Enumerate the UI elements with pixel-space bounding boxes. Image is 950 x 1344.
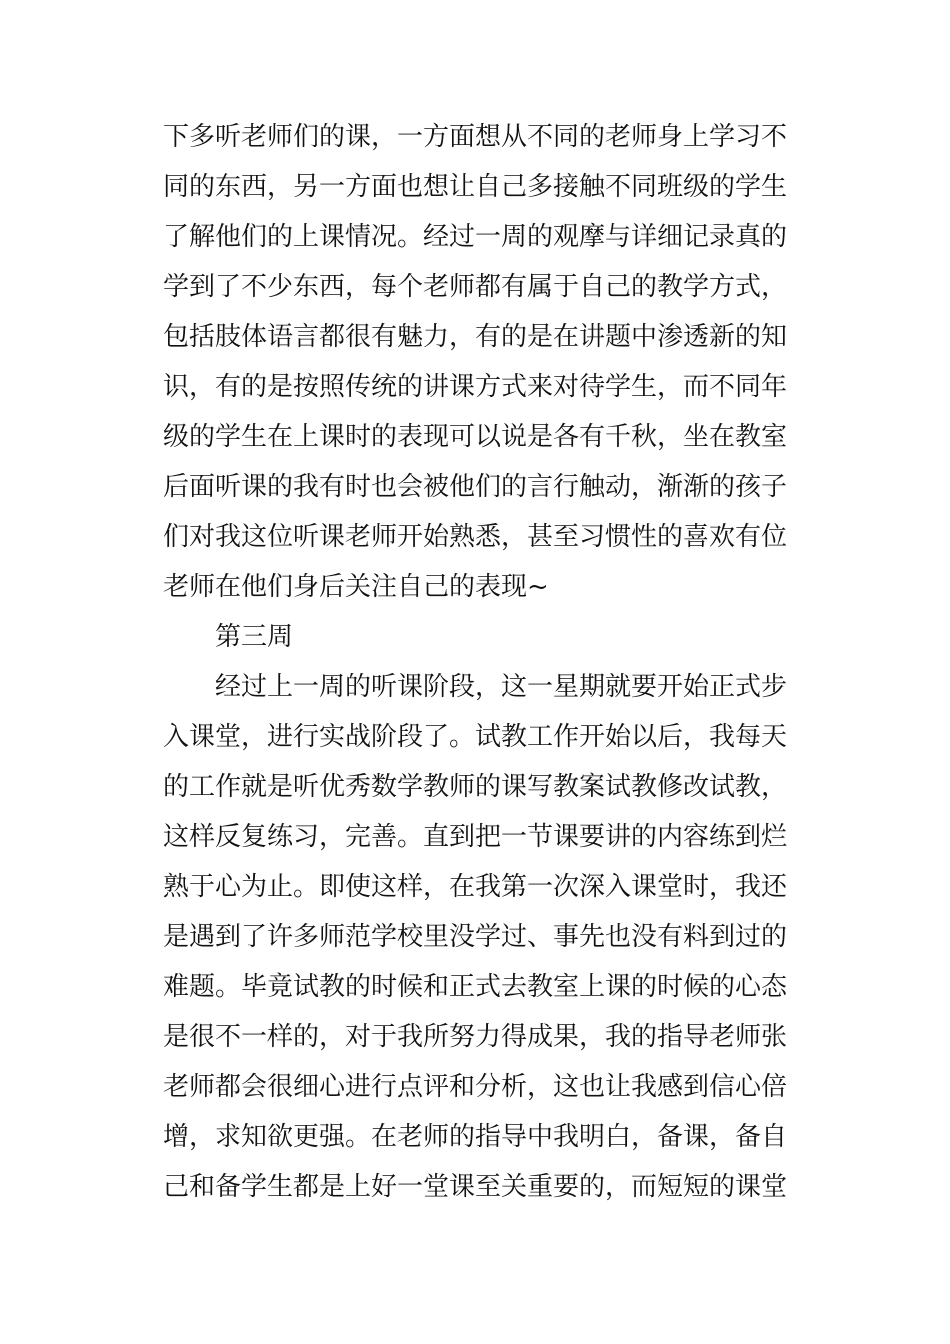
text-line: 是很不一样的，对于我所努力得成果，我的指导老师张 [163,1022,787,1052]
text-line: 老师在他们身后关注自己的表现~ [163,572,549,602]
text-line: 下多听老师们的课，一方面想从不同的老师身上学习不 [163,122,787,152]
text-line: 们对我这位听课老师开始熟悉，甚至习惯性的喜欢有位 [163,522,787,552]
text-line: 的工作就是听优秀数学教师的课写教案试教修改试教， [163,772,787,802]
text-line: 了解他们的上课情况。经过一周的观摩与详细记录真的 [163,222,787,252]
text-line: 增，求知欲更强。在老师的指导中我明白，备课，备自 [163,1122,787,1152]
text-line: 学到了不少东西，每个老师都有属于自己的教学方式， [163,272,787,302]
text-line: 包括肢体语言都很有魅力，有的是在讲题中渗透新的知 [163,322,787,352]
body-text [163,112,787,1212]
text-line: 入课堂，进行实战阶段了。试教工作开始以后，我每天 [163,722,787,752]
text-line: 识，有的是按照传统的讲课方式来对待学生，而不同年 [163,372,787,402]
text-line: 同的东西，另一方面也想让自己多接触不同班级的学生 [163,172,787,202]
text-line: 是遇到了许多师范学校里没学过、事先也没有料到过的 [163,922,787,952]
text-line: 这样反复练习，完善。直到把一节课要讲的内容练到烂 [163,822,787,852]
text-line: 老师都会很细心进行点评和分析，这也让我感到信心倍 [163,1072,787,1102]
text-line: 经过上一周的听课阶段，这一星期就要开始正式步 [215,672,787,702]
text-line: 级的学生在上课时的表现可以说是各有千秋，坐在教室 [163,422,787,452]
text-line: 己和备学生都是上好一堂课至关重要的，而短短的课堂 [163,1172,787,1202]
text-line: 后面听课的我有时也会被他们的言行触动，渐渐的孩子 [163,472,787,502]
text-line: 难题。毕竟试教的时候和正式去教室上课的时候的心态 [163,972,787,1002]
text-line: 熟于心为止。即使这样，在我第一次深入课堂时，我还 [163,872,787,902]
text-line: 第三周 [215,622,294,652]
